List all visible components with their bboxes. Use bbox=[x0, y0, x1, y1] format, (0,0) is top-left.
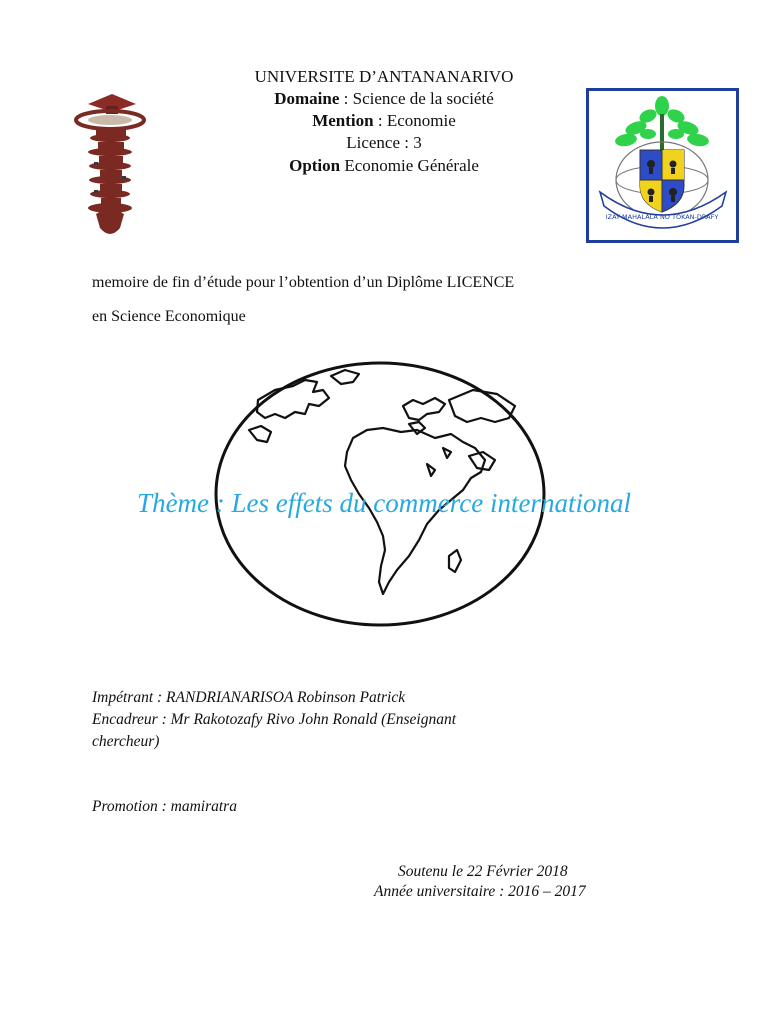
mention-label: Mention bbox=[312, 111, 374, 130]
impetrant-line: Impétrant : RANDRIANARISOA Robinson Patrick bbox=[92, 689, 406, 706]
intro-rest: de fin d’étude pour l’obtention d’un Diplôme LICENCE bbox=[152, 274, 515, 291]
domaine-value: : Science de la société bbox=[339, 89, 494, 108]
academic-year: Année universitaire : 2016 – 2017 bbox=[374, 883, 586, 900]
intro-line-1 bbox=[92, 273, 514, 293]
university-name: UNIVERSITE D’ANTANANARIVO bbox=[254, 67, 514, 86]
encadreur-line-1: Encadreur : Mr Rakotozafy Rivo John Ronald (Enseignant bbox=[92, 711, 457, 728]
theme-title: Thème : Les effets du commerce international bbox=[137, 488, 631, 518]
intro-line-2: en Science Economique bbox=[92, 308, 246, 325]
option-value: Economie Générale bbox=[340, 156, 479, 175]
intro-prefix: memoire bbox=[92, 274, 153, 291]
domaine-label: Domaine bbox=[274, 89, 340, 108]
defense-date: Soutenu le 22 Février 2018 bbox=[398, 863, 568, 880]
licence-line: Licence : 3 bbox=[346, 133, 422, 152]
promotion-line: Promotion : mamiratra bbox=[92, 798, 237, 815]
option-label: Option bbox=[289, 156, 341, 175]
university-tower-emblem-icon bbox=[66, 88, 158, 246]
encadreur-line-2: chercheur) bbox=[92, 733, 160, 750]
mention-value: : Economie bbox=[373, 111, 456, 130]
faculty-coat-of-arms-icon bbox=[586, 88, 739, 243]
coat-of-arms-motto: IZAY MAHALALA NO TOKAN-DRAFY bbox=[605, 213, 719, 221]
